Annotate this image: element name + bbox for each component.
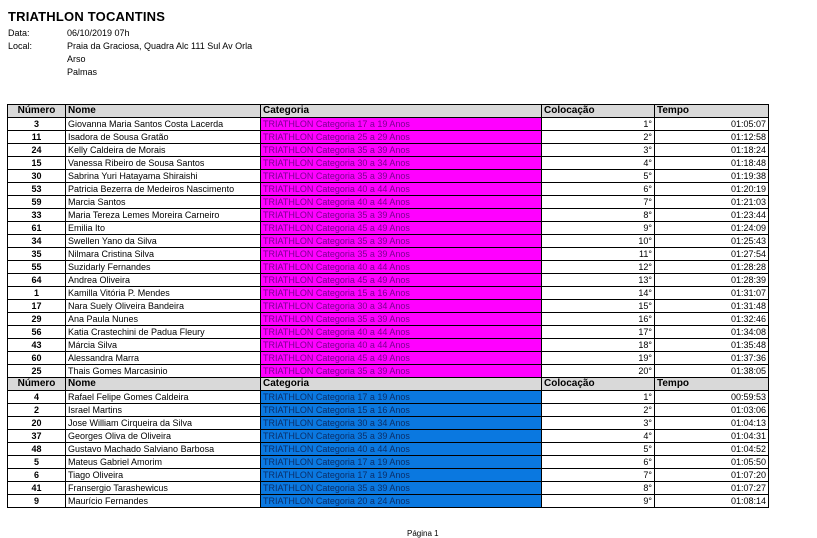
- athlete-placement: 6°: [542, 456, 655, 469]
- athlete-time: 01:27:54: [655, 248, 769, 261]
- athlete-number: 25: [8, 365, 66, 378]
- table-row: [8, 352, 769, 365]
- athlete-number: 2: [8, 404, 66, 417]
- athlete-number: 41: [8, 482, 66, 495]
- table-row: [8, 469, 769, 482]
- table-row: [8, 261, 769, 274]
- athlete-category: TRIATHLON Categoria 45 a 49 Anos: [261, 352, 542, 365]
- page-number: Página 1: [407, 529, 439, 538]
- athlete-category: TRIATHLON Categoria 35 a 39 Anos: [261, 235, 542, 248]
- athlete-name: Rafael Felipe Gomes Caldeira: [66, 391, 261, 404]
- athlete-placement: 16°: [542, 313, 655, 326]
- column-header-name: Nome: [66, 378, 261, 391]
- athlete-number: 34: [8, 235, 66, 248]
- athlete-placement: 4°: [542, 430, 655, 443]
- table-row: [8, 144, 769, 157]
- athlete-time: 01:18:24: [655, 144, 769, 157]
- athlete-category: TRIATHLON Categoria 15 a 16 Anos: [261, 287, 542, 300]
- date-label: Data:: [8, 28, 30, 38]
- athlete-name: Israel Martins: [66, 404, 261, 417]
- athlete-time: 01:04:31: [655, 430, 769, 443]
- athlete-number: 9: [8, 495, 66, 508]
- athlete-time: 01:38:05: [655, 365, 769, 378]
- table-row: [8, 274, 769, 287]
- table-row: [8, 248, 769, 261]
- athlete-category: TRIATHLON Categoria 35 a 39 Anos: [261, 248, 542, 261]
- athlete-category: TRIATHLON Categoria 15 a 16 Anos: [261, 404, 542, 417]
- athlete-name: Alessandra Marra: [66, 352, 261, 365]
- athlete-placement: 17°: [542, 326, 655, 339]
- athlete-number: 11: [8, 131, 66, 144]
- athlete-number: 20: [8, 417, 66, 430]
- male-header-row: [8, 378, 769, 391]
- column-header-name: Nome: [66, 105, 261, 118]
- athlete-name: Isadora de Sousa Gratão: [66, 131, 261, 144]
- athlete-number: 55: [8, 261, 66, 274]
- athlete-placement: 15°: [542, 300, 655, 313]
- athlete-category: TRIATHLON Categoria 40 a 44 Anos: [261, 443, 542, 456]
- athlete-time: 01:20:19: [655, 183, 769, 196]
- athlete-number: 59: [8, 196, 66, 209]
- athlete-placement: 14°: [542, 287, 655, 300]
- athlete-placement: 3°: [542, 417, 655, 430]
- athlete-category: TRIATHLON Categoria 30 a 34 Anos: [261, 417, 542, 430]
- athlete-name: Andrea Oliveira: [66, 274, 261, 287]
- table-row: [8, 170, 769, 183]
- athlete-name: Tiago Oliveira: [66, 469, 261, 482]
- athlete-category: TRIATHLON Categoria 35 a 39 Anos: [261, 170, 542, 183]
- athlete-placement: 4°: [542, 157, 655, 170]
- athlete-time: 01:28:39: [655, 274, 769, 287]
- athlete-time: 01:31:07: [655, 287, 769, 300]
- athlete-placement: 6°: [542, 183, 655, 196]
- results-body: [8, 105, 769, 508]
- athlete-name: Patricia Bezerra de Medeiros Nascimento: [66, 183, 261, 196]
- athlete-number: 1: [8, 287, 66, 300]
- athlete-time: 01:35:48: [655, 339, 769, 352]
- athlete-time: 01:28:28: [655, 261, 769, 274]
- athlete-name: Georges Oliva de Oliveira: [66, 430, 261, 443]
- athlete-name: Swellen Yano da Silva: [66, 235, 261, 248]
- athlete-category: TRIATHLON Categoria 35 a 39 Anos: [261, 313, 542, 326]
- athlete-number: 64: [8, 274, 66, 287]
- table-row: [8, 404, 769, 417]
- table-row: [8, 326, 769, 339]
- table-row: [8, 118, 769, 131]
- athlete-time: 01:24:09: [655, 222, 769, 235]
- athlete-placement: 1°: [542, 391, 655, 404]
- athlete-category: TRIATHLON Categoria 35 a 39 Anos: [261, 482, 542, 495]
- athlete-name: Thais Gomes Marcasinio: [66, 365, 261, 378]
- athlete-time: 01:12:58: [655, 131, 769, 144]
- table-row: [8, 131, 769, 144]
- athlete-category: TRIATHLON Categoria 35 a 39 Anos: [261, 430, 542, 443]
- athlete-name: Marcia Santos: [66, 196, 261, 209]
- results-table: [7, 104, 769, 508]
- athlete-category: TRIATHLON Categoria 40 a 44 Anos: [261, 196, 542, 209]
- athlete-placement: 19°: [542, 352, 655, 365]
- athlete-time: 01:07:27: [655, 482, 769, 495]
- location-label: Local:: [8, 41, 33, 51]
- athlete-category: TRIATHLON Categoria 35 a 39 Anos: [261, 365, 542, 378]
- athlete-category: TRIATHLON Categoria 25 a 29 Anos: [261, 131, 542, 144]
- athlete-category: TRIATHLON Categoria 45 a 49 Anos: [261, 274, 542, 287]
- athlete-number: 4: [8, 391, 66, 404]
- table-row: [8, 365, 769, 378]
- athlete-time: 01:05:07: [655, 118, 769, 131]
- table-row: [8, 235, 769, 248]
- athlete-time: 00:59:53: [655, 391, 769, 404]
- column-header-time: Tempo: [655, 105, 769, 118]
- athlete-time: 01:23:44: [655, 209, 769, 222]
- page-title: TRIATHLON TOCANTINS: [8, 9, 166, 24]
- athlete-name: Nilmara Cristina Silva: [66, 248, 261, 261]
- athlete-number: 5: [8, 456, 66, 469]
- column-header-number: Número: [8, 378, 66, 391]
- athlete-number: 3: [8, 118, 66, 131]
- athlete-number: 43: [8, 339, 66, 352]
- athlete-placement: 2°: [542, 131, 655, 144]
- athlete-category: TRIATHLON Categoria 30 a 34 Anos: [261, 157, 542, 170]
- athlete-time: 01:04:13: [655, 417, 769, 430]
- athlete-placement: 11°: [542, 248, 655, 261]
- location-line-1: Praia da Graciosa, Quadra Alc 111 Sul Av Orla: [67, 41, 253, 51]
- athlete-time: 01:18:48: [655, 157, 769, 170]
- athlete-time: 01:21:03: [655, 196, 769, 209]
- athlete-placement: 12°: [542, 261, 655, 274]
- athlete-placement: 10°: [542, 235, 655, 248]
- athlete-name: Sabrina Yuri Hatayama Shiraishi: [66, 170, 261, 183]
- athlete-number: 30: [8, 170, 66, 183]
- athlete-name: Giovanna Maria Santos Costa Lacerda: [66, 118, 261, 131]
- athlete-placement: 3°: [542, 144, 655, 157]
- athlete-name: Mateus Gabriel Amorim: [66, 456, 261, 469]
- athlete-number: 33: [8, 209, 66, 222]
- athlete-category: TRIATHLON Categoria 17 a 19 Anos: [261, 456, 542, 469]
- column-header-placement: Colocação: [542, 378, 655, 391]
- athlete-time: 01:19:38: [655, 170, 769, 183]
- athlete-number: 17: [8, 300, 66, 313]
- table-row: [8, 300, 769, 313]
- athlete-name: Suzidarly Fernandes: [66, 261, 261, 274]
- athlete-name: Kelly Caldeira de Morais: [66, 144, 261, 157]
- athlete-placement: 18°: [542, 339, 655, 352]
- athlete-name: Katia Crastechini de Padua Fleury: [66, 326, 261, 339]
- athlete-time: 01:37:36: [655, 352, 769, 365]
- table-row: [8, 456, 769, 469]
- athlete-placement: 13°: [542, 274, 655, 287]
- athlete-time: 01:05:50: [655, 456, 769, 469]
- athlete-category: TRIATHLON Categoria 35 a 39 Anos: [261, 209, 542, 222]
- column-header-time: Tempo: [655, 378, 769, 391]
- athlete-category: TRIATHLON Categoria 17 a 19 Anos: [261, 469, 542, 482]
- athlete-name: Vanessa Ribeiro de Sousa Santos: [66, 157, 261, 170]
- athlete-category: TRIATHLON Categoria 45 a 49 Anos: [261, 222, 542, 235]
- athlete-name: Maurício Fernandes: [66, 495, 261, 508]
- athlete-name: Jose William Cirqueira da Silva: [66, 417, 261, 430]
- athlete-name: Márcia Silva: [66, 339, 261, 352]
- athlete-number: 15: [8, 157, 66, 170]
- athlete-category: TRIATHLON Categoria 17 a 19 Anos: [261, 118, 542, 131]
- athlete-time: 01:31:48: [655, 300, 769, 313]
- location-line-3: Palmas: [67, 67, 98, 77]
- table-row: [8, 183, 769, 196]
- table-row: [8, 339, 769, 352]
- athlete-placement: 7°: [542, 196, 655, 209]
- date-value: 06/10/2019 07h: [67, 28, 130, 38]
- athlete-category: TRIATHLON Categoria 40 a 44 Anos: [261, 339, 542, 352]
- athlete-time: 01:34:08: [655, 326, 769, 339]
- athlete-category: TRIATHLON Categoria 40 a 44 Anos: [261, 261, 542, 274]
- location-line-2: Arso: [67, 54, 86, 64]
- athlete-number: 53: [8, 183, 66, 196]
- athlete-placement: 2°: [542, 404, 655, 417]
- table-row: [8, 313, 769, 326]
- table-row: [8, 287, 769, 300]
- athlete-number: 48: [8, 443, 66, 456]
- athlete-time: 01:32:46: [655, 313, 769, 326]
- table-row: [8, 430, 769, 443]
- athlete-number: 29: [8, 313, 66, 326]
- column-header-number: Número: [8, 105, 66, 118]
- table-row: [8, 209, 769, 222]
- athlete-placement: 9°: [542, 495, 655, 508]
- athlete-placement: 5°: [542, 170, 655, 183]
- athlete-placement: 9°: [542, 222, 655, 235]
- athlete-name: Ana Paula Nunes: [66, 313, 261, 326]
- athlete-placement: 8°: [542, 482, 655, 495]
- athlete-name: Kamilla Vitória P. Mendes: [66, 287, 261, 300]
- athlete-number: 37: [8, 430, 66, 443]
- athlete-placement: 8°: [542, 209, 655, 222]
- athlete-category: TRIATHLON Categoria 20 a 24 Anos: [261, 495, 542, 508]
- female-header-row: [8, 105, 769, 118]
- athlete-name: Fransergio Tarashewicus: [66, 482, 261, 495]
- column-header-category: Categoria: [261, 378, 542, 391]
- table-row: [8, 157, 769, 170]
- athlete-number: 24: [8, 144, 66, 157]
- athlete-time: 01:03:06: [655, 404, 769, 417]
- table-row: [8, 222, 769, 235]
- athlete-placement: 1°: [542, 118, 655, 131]
- table-row: [8, 443, 769, 456]
- athlete-name: Nara Suely Oliveira Bandeira: [66, 300, 261, 313]
- athlete-category: TRIATHLON Categoria 30 a 34 Anos: [261, 300, 542, 313]
- column-header-placement: Colocação: [542, 105, 655, 118]
- table-row: [8, 196, 769, 209]
- athlete-category: TRIATHLON Categoria 40 a 44 Anos: [261, 183, 542, 196]
- athlete-number: 60: [8, 352, 66, 365]
- table-row: [8, 417, 769, 430]
- athlete-number: 61: [8, 222, 66, 235]
- athlete-placement: 5°: [542, 443, 655, 456]
- athlete-number: 35: [8, 248, 66, 261]
- athlete-placement: 20°: [542, 365, 655, 378]
- event-meta: [8, 27, 252, 79]
- athlete-number: 56: [8, 326, 66, 339]
- athlete-category: TRIATHLON Categoria 40 a 44 Anos: [261, 326, 542, 339]
- table-row: [8, 495, 769, 508]
- athlete-category: TRIATHLON Categoria 35 a 39 Anos: [261, 144, 542, 157]
- athlete-time: 01:08:14: [655, 495, 769, 508]
- athlete-name: Gustavo Machado Salviano Barbosa: [66, 443, 261, 456]
- athlete-category: TRIATHLON Categoria 17 a 19 Anos: [261, 391, 542, 404]
- table-row: [8, 482, 769, 495]
- athlete-time: 01:25:43: [655, 235, 769, 248]
- athlete-time: 01:04:52: [655, 443, 769, 456]
- column-header-category: Categoria: [261, 105, 542, 118]
- athlete-name: Emilia Ito: [66, 222, 261, 235]
- table-row: [8, 391, 769, 404]
- athlete-name: Maria Tereza Lemes Moreira Carneiro: [66, 209, 261, 222]
- athlete-number: 6: [8, 469, 66, 482]
- athlete-placement: 7°: [542, 469, 655, 482]
- athlete-time: 01:07:20: [655, 469, 769, 482]
